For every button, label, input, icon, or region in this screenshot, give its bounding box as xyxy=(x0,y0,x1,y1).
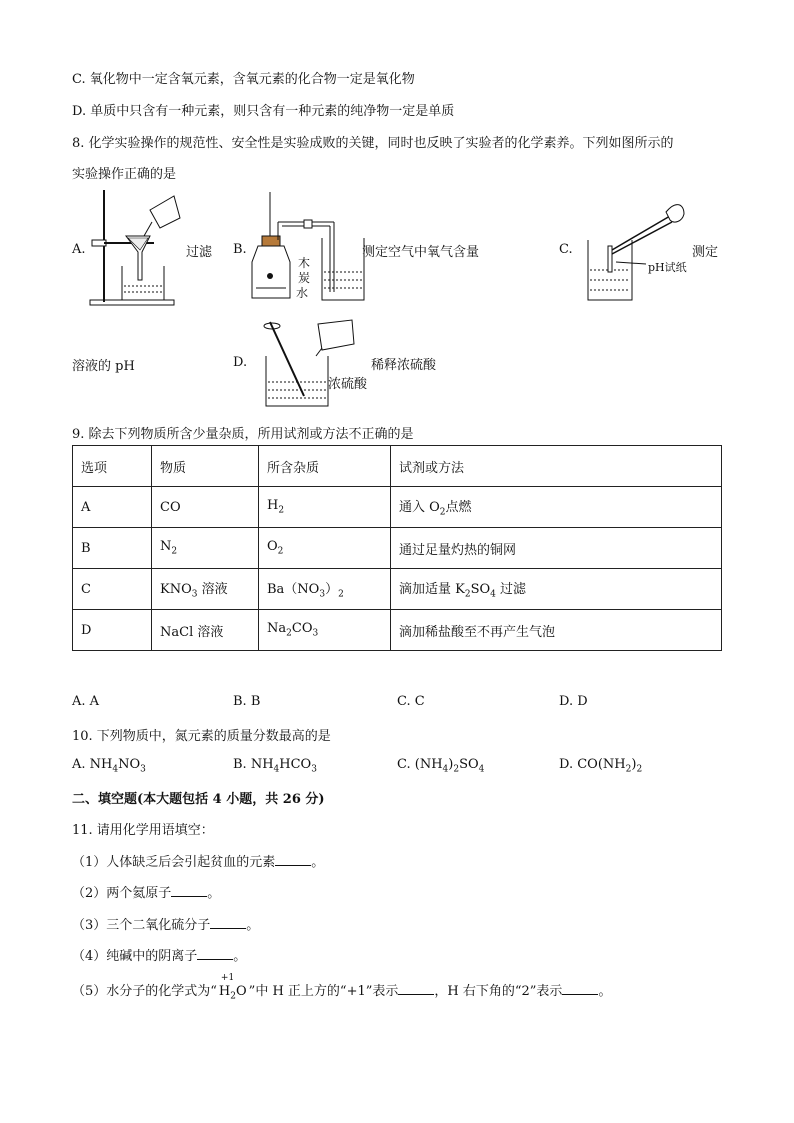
answer-blank[interactable] xyxy=(398,984,434,995)
question-8-stem: 8. 化学实验操作的规范性、安全性是实验成败的关键，同时也反映了实验者的化学素养。下列如图所示的 xyxy=(72,136,674,151)
table-header-row xyxy=(73,446,722,487)
table-header: 试剂或方法 xyxy=(391,446,722,487)
option-c-line: C. 氧化物中一定含氧元素，含氧元素的化合物一定是氧化物 xyxy=(72,72,415,87)
table-cell: 滴加适量 $K_2SO_4$ 过滤 xyxy=(391,569,722,610)
option-d-line: D. 单质中只含有一种元素，则只含有一种元素的纯净物一定是单质 xyxy=(72,104,455,119)
table-row xyxy=(73,610,722,651)
q8-option-c-label-cont: 溶液的 pH xyxy=(72,359,135,374)
ph-measurement-figure xyxy=(580,190,690,304)
table-cell: $Na_2CO_3$ xyxy=(259,610,391,651)
q11-part-1: （1）人体缺乏后会引起贫血的元素 。 xyxy=(72,855,325,870)
answer-blank[interactable] xyxy=(171,886,207,897)
charcoal-label: 炭 xyxy=(298,271,311,285)
q11-part-4: （4）纯碱中的阴离子 。 xyxy=(72,949,247,964)
answer-blank[interactable] xyxy=(197,949,233,960)
answer-blank[interactable] xyxy=(275,855,311,866)
q8-option-d-letter: D. xyxy=(233,355,248,370)
q9-choice-c[interactable]: C. C xyxy=(397,694,425,709)
ph-paper-label: pH试纸 xyxy=(648,261,687,274)
water-label: 水 xyxy=(296,286,309,300)
table-cell: A xyxy=(73,487,152,528)
table-cell: B xyxy=(73,528,152,569)
q9-choice-a[interactable]: A. A xyxy=(72,694,100,709)
q9-choice-d[interactable]: D. D xyxy=(559,694,588,709)
table-header: 所含杂质 xyxy=(259,446,391,487)
table-cell: D xyxy=(73,610,152,651)
table-cell: $O_2$ xyxy=(259,528,391,569)
table-row xyxy=(73,569,722,610)
answer-blank[interactable] xyxy=(210,918,246,929)
question-11-stem: 11. 请用化学用语填空： xyxy=(72,823,214,838)
table-cell: CO xyxy=(152,487,259,528)
q8-option-b-label: 测定空气中氧气含量 xyxy=(362,245,480,260)
q11-part-3: （3）三个二氧化硫分子 。 xyxy=(72,918,260,933)
question-9-stem: 9. 除去下列物质所含少量杂质，所用试剂或方法不正确的是 xyxy=(72,427,414,442)
q8-option-b-letter: B. xyxy=(233,242,247,257)
q10-choice-b[interactable]: B. $NH_4HCO_3$ xyxy=(233,757,317,775)
q8-option-a-label: 过滤 xyxy=(186,245,213,260)
wood-label: 木 xyxy=(298,256,311,270)
answer-blank[interactable] xyxy=(562,984,598,995)
table-cell: 通过足量灼热的铜网 xyxy=(391,528,722,569)
table-cell: 滴加稀盐酸至不再产生气泡 xyxy=(391,610,722,651)
table-row xyxy=(73,487,722,528)
q10-choice-d[interactable]: D. $CO(NH_2)_2$ xyxy=(559,757,643,775)
table-row xyxy=(73,528,722,569)
q10-choice-c[interactable]: C. $(NH_4)_2SO_4$ xyxy=(397,757,485,775)
water-formula: +1 $H_2O$ xyxy=(218,973,247,1002)
q11-part-5: （5）水分子的化学式为“ +1 $H_2O$ ”中 H 正上方的“+1”表示 ，H 右下角的“2”表示 。 xyxy=(72,973,612,1002)
q10-choice-a[interactable]: A. $NH_4NO_3$ xyxy=(72,757,146,775)
table-header: 选项 xyxy=(73,446,152,487)
table-cell: $Ba(NO_3)_2$ xyxy=(259,569,391,610)
q8-option-c-letter: C. xyxy=(559,242,573,257)
section-heading: 二、填空题(本大题包括 4 小题，共 26 分) xyxy=(72,792,325,807)
q8-option-a-letter: A. xyxy=(72,242,86,257)
q8-option-c-label: 测定 xyxy=(692,245,719,260)
table-cell: $N_2$ xyxy=(152,528,259,569)
table-cell: $H_2$ xyxy=(259,487,391,528)
q9-choice-b[interactable]: B. B xyxy=(233,694,261,709)
table-cell: 通入 $O_2$点燃 xyxy=(391,487,722,528)
q11-part-2: （2）两个氦原子 。 xyxy=(72,886,221,901)
table-header: 物质 xyxy=(152,446,259,487)
concentrated-acid-label: 浓硫酸 xyxy=(328,377,368,392)
table-cell: $KNO_3$ 溶液 xyxy=(152,569,259,610)
table-cell: C xyxy=(73,569,152,610)
impurity-table xyxy=(72,445,722,651)
question-8-stem-cont: 实验操作正确的是 xyxy=(72,167,177,182)
q8-option-d-label: 稀释浓硫酸 xyxy=(371,358,437,373)
dilution-figure xyxy=(256,316,368,408)
table-cell: NaCl 溶液 xyxy=(152,610,259,651)
filtration-apparatus-figure xyxy=(84,188,184,306)
question-10-stem: 10. 下列物质中，氮元素的质量分数最高的是 xyxy=(72,729,331,744)
